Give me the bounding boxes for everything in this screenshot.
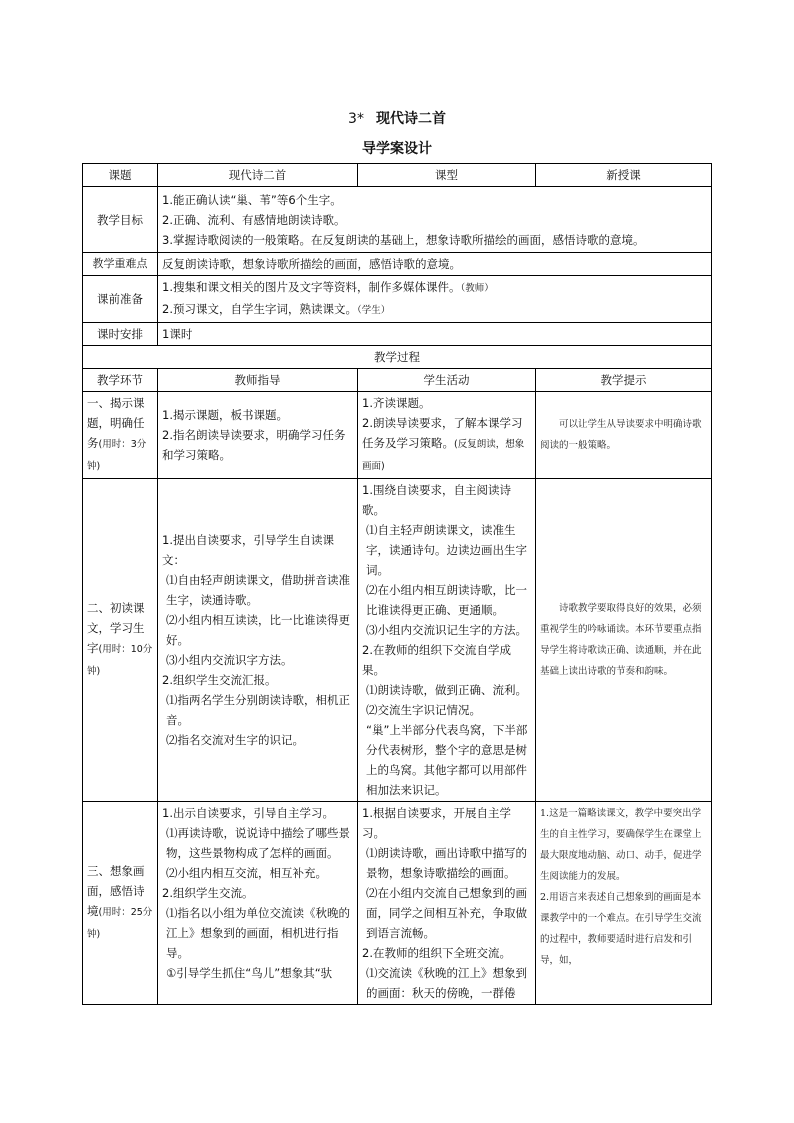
preparation-note: （教师） bbox=[460, 283, 494, 294]
student-activity bbox=[358, 392, 536, 479]
column-header: 教学提示 bbox=[536, 369, 712, 392]
activity-item: “巢”上半部分代表鸟窝，下半部分代表树形，整个字的意思是树上的鸟窝。其他字都可以用部件相加法来识记。 bbox=[366, 723, 528, 797]
activity-item: 1.齐读课题。 bbox=[362, 396, 431, 410]
stage-name-text: 字 bbox=[87, 641, 99, 655]
lesson-type-value: 新授课 bbox=[536, 164, 712, 187]
stage-name-line bbox=[87, 433, 153, 477]
preparation-text: 1.搜集和课文相关的图片及文字等资料，制作多媒体课件。 bbox=[162, 280, 461, 294]
stage-name-text: 境 bbox=[87, 904, 99, 918]
process-section-title: 教学过程 bbox=[83, 346, 712, 369]
preparation-item bbox=[162, 299, 707, 321]
column-header: 教学环节 bbox=[83, 369, 158, 392]
teaching-hint: 诗歌教学要取得良好的效果，必须重视学生的吟咏诵读。本环节要重点指导学生将诗歌读正确、读通顺，并在此基础上读出诗歌的节奏和韵味。 bbox=[536, 479, 712, 802]
key-points-label: 教学重难点 bbox=[83, 253, 158, 276]
guidance-item: ⑴自由轻声朗读课文，借助拼音读准生字，读通诗歌。 bbox=[166, 573, 350, 607]
stage-name-line: 三、想象画 bbox=[87, 864, 145, 878]
preparation-row bbox=[83, 276, 712, 323]
activity-item: 1.根据自读要求，开展自主学习。 bbox=[362, 806, 511, 840]
stage-name-line bbox=[87, 901, 153, 945]
guidance-item: 1.出示自读要求，引导自主学习。 bbox=[162, 806, 334, 820]
student-activity bbox=[358, 479, 536, 802]
teacher-guidance bbox=[158, 392, 358, 479]
lesson-title: 现代诗二首 bbox=[375, 111, 446, 127]
goal-item: 3.掌握诗歌阅读的一般策略。在反复朗读的基础上，想象诗歌所描绘的画面，感悟诗歌的意境。 bbox=[162, 232, 645, 247]
process-title-row bbox=[83, 346, 712, 369]
activity-item: 2.在教师的组织下交流自学成果。 bbox=[362, 643, 511, 677]
guidance-item: ⑵小组内相互交流，相互补充。 bbox=[166, 866, 327, 880]
stage-row bbox=[83, 479, 712, 802]
goals-row bbox=[83, 187, 712, 253]
student-activity bbox=[358, 802, 536, 1005]
stage-name-line: 题，明确任 bbox=[87, 416, 145, 430]
activity-item: ⑴朗读诗歌，做到正确、流利。 bbox=[366, 683, 527, 697]
lesson-number: 3* bbox=[348, 111, 364, 127]
guidance-item: 2.组织学生交流。 bbox=[162, 886, 254, 900]
stage-row bbox=[83, 802, 712, 1005]
goals-content bbox=[158, 187, 712, 253]
stage-time: (用时：25分钟) bbox=[87, 907, 153, 940]
preparation-text: 2.预习课文，自学生字词，熟读课文。 bbox=[162, 302, 357, 316]
key-points-content: 反复朗读诗歌，想象诗歌所描绘的画面，感悟诗歌的意境。 bbox=[158, 253, 712, 276]
stage-time: (用时：10分钟) bbox=[87, 644, 153, 677]
guidance-item: 2.组织学生交流汇报。 bbox=[162, 673, 277, 687]
activity-item: ⑵在小组内交流自己想象到的画面，同学之间相互补充，争取做到语言流畅。 bbox=[366, 886, 527, 940]
teaching-hint: 可以让学生从导读要求中明确诗歌阅读的一般策略。 bbox=[536, 392, 712, 479]
teacher-guidance bbox=[158, 802, 358, 1005]
activity-item: ⑵在小组内相互朗读诗歌，比一比谁读得更正确、更通顺。 bbox=[366, 583, 527, 617]
guidance-item: 1.揭示课题，板书课题。 bbox=[162, 408, 288, 422]
preparation-note: （学生） bbox=[356, 305, 391, 316]
teacher-guidance bbox=[158, 479, 358, 802]
activity-item: ⑴朗读诗歌，画出诗歌中描写的景物，想象诗歌描绘的画面。 bbox=[366, 846, 527, 880]
document-subtitle: 导学案设计 bbox=[362, 141, 432, 157]
preparation-item bbox=[162, 277, 707, 299]
stage-name-text: 务 bbox=[87, 436, 99, 450]
schedule-content: 1课时 bbox=[158, 323, 712, 346]
activity-text: 2.朗读导读要求，了解本课学习任务及学习策略。 bbox=[362, 416, 523, 450]
activity-item: ⑴自主轻声朗读课文，读准生字，读通诗句。边读边画出生字词。 bbox=[366, 523, 527, 577]
topic-value: 现代诗二首 bbox=[158, 164, 358, 187]
guidance-item: ⑶小组内交流识字方法。 bbox=[166, 653, 293, 667]
activity-item: 1.围绕自读要求，自主阅读诗歌。 bbox=[362, 483, 511, 517]
lesson-type-label: 课型 bbox=[358, 164, 536, 187]
guidance-item: ⑵指名交流对生字的识记。 bbox=[166, 733, 304, 747]
column-header: 学生活动 bbox=[358, 369, 536, 392]
stage-name-line: 文，学习生 bbox=[87, 621, 145, 635]
goal-item: 1.能正确认读“巢、苇”等6个生字。 bbox=[162, 192, 342, 207]
stage-name-line bbox=[87, 638, 153, 682]
stage-name bbox=[83, 802, 158, 1005]
stage-row bbox=[83, 392, 712, 479]
guidance-item: ⑴指两名学生分别朗读诗歌，相机正音。 bbox=[166, 693, 350, 727]
guidance-item: 2.指名朗读导读要求，明确学习任务和学习策略。 bbox=[162, 428, 346, 462]
teaching-hint bbox=[536, 802, 712, 1005]
hint-item: 1.这是一篇略读课文，教学中要突出学生的自主性学习，要确保学生在课堂上最大限度地动脑、动口、动手，促进学生阅读能力的发展。 bbox=[540, 808, 702, 882]
goal-item: 2.正确、流利、有感情地朗读诗歌。 bbox=[162, 212, 346, 227]
guidance-item: ①引导学生抓住“鸟儿”想象其“驮 bbox=[166, 966, 333, 980]
guidance-item: ⑵小组内相互读读，比一比谁读得更好。 bbox=[166, 613, 350, 647]
schedule-row bbox=[83, 323, 712, 346]
stage-name bbox=[83, 392, 158, 479]
stage-name bbox=[83, 479, 158, 802]
preparation-label: 课前准备 bbox=[83, 276, 158, 323]
preparation-content bbox=[158, 276, 712, 323]
guidance-item: ⑴再读诗歌，说说诗中描绘了哪些景物，这些景物构成了怎样的画面。 bbox=[166, 826, 350, 860]
key-points-row bbox=[83, 253, 712, 276]
guidance-item: 1.提出自读要求，引导学生自读课文： bbox=[162, 533, 334, 567]
activity-note: (反复朗读，想象画面) bbox=[362, 439, 525, 472]
activity-item bbox=[362, 413, 531, 477]
activity-item: 2.在教师的组织下全班交流。 bbox=[362, 946, 511, 960]
activity-item: ⑶小组内交流识记生字的方法。 bbox=[366, 623, 527, 637]
topic-label: 课题 bbox=[83, 164, 158, 187]
stage-name-line: 一、揭示课 bbox=[87, 396, 145, 410]
lesson-plan-table bbox=[82, 163, 712, 1005]
stage-name-line: 二、初读课 bbox=[87, 601, 145, 615]
activity-item: ⑵交流生字识记情况。 bbox=[366, 703, 481, 717]
topic-row bbox=[83, 164, 712, 187]
column-header: 教师指导 bbox=[158, 369, 358, 392]
hint-item: 2.用语言来表述自己想象到的画面是本课教学中的一个难点。在引导学生交流的过程中，教师要适时进行启发和引导，如， bbox=[540, 892, 702, 966]
lesson-heading bbox=[0, 108, 794, 128]
stage-name-line: 面，感悟诗 bbox=[87, 884, 145, 898]
schedule-label: 课时安排 bbox=[83, 323, 158, 346]
process-header-row bbox=[83, 369, 712, 392]
activity-item: ⑴交流读《秋晚的江上》想象到的画面：秋天的傍晚，一群倦 bbox=[366, 966, 527, 1000]
guidance-item: ⑴指名以小组为单位交流读《秋晚的江上》想象到的画面，相机进行指导。 bbox=[166, 906, 350, 960]
stage-time: (用时：3分钟) bbox=[87, 439, 147, 472]
goals-label: 教学目标 bbox=[83, 187, 158, 253]
